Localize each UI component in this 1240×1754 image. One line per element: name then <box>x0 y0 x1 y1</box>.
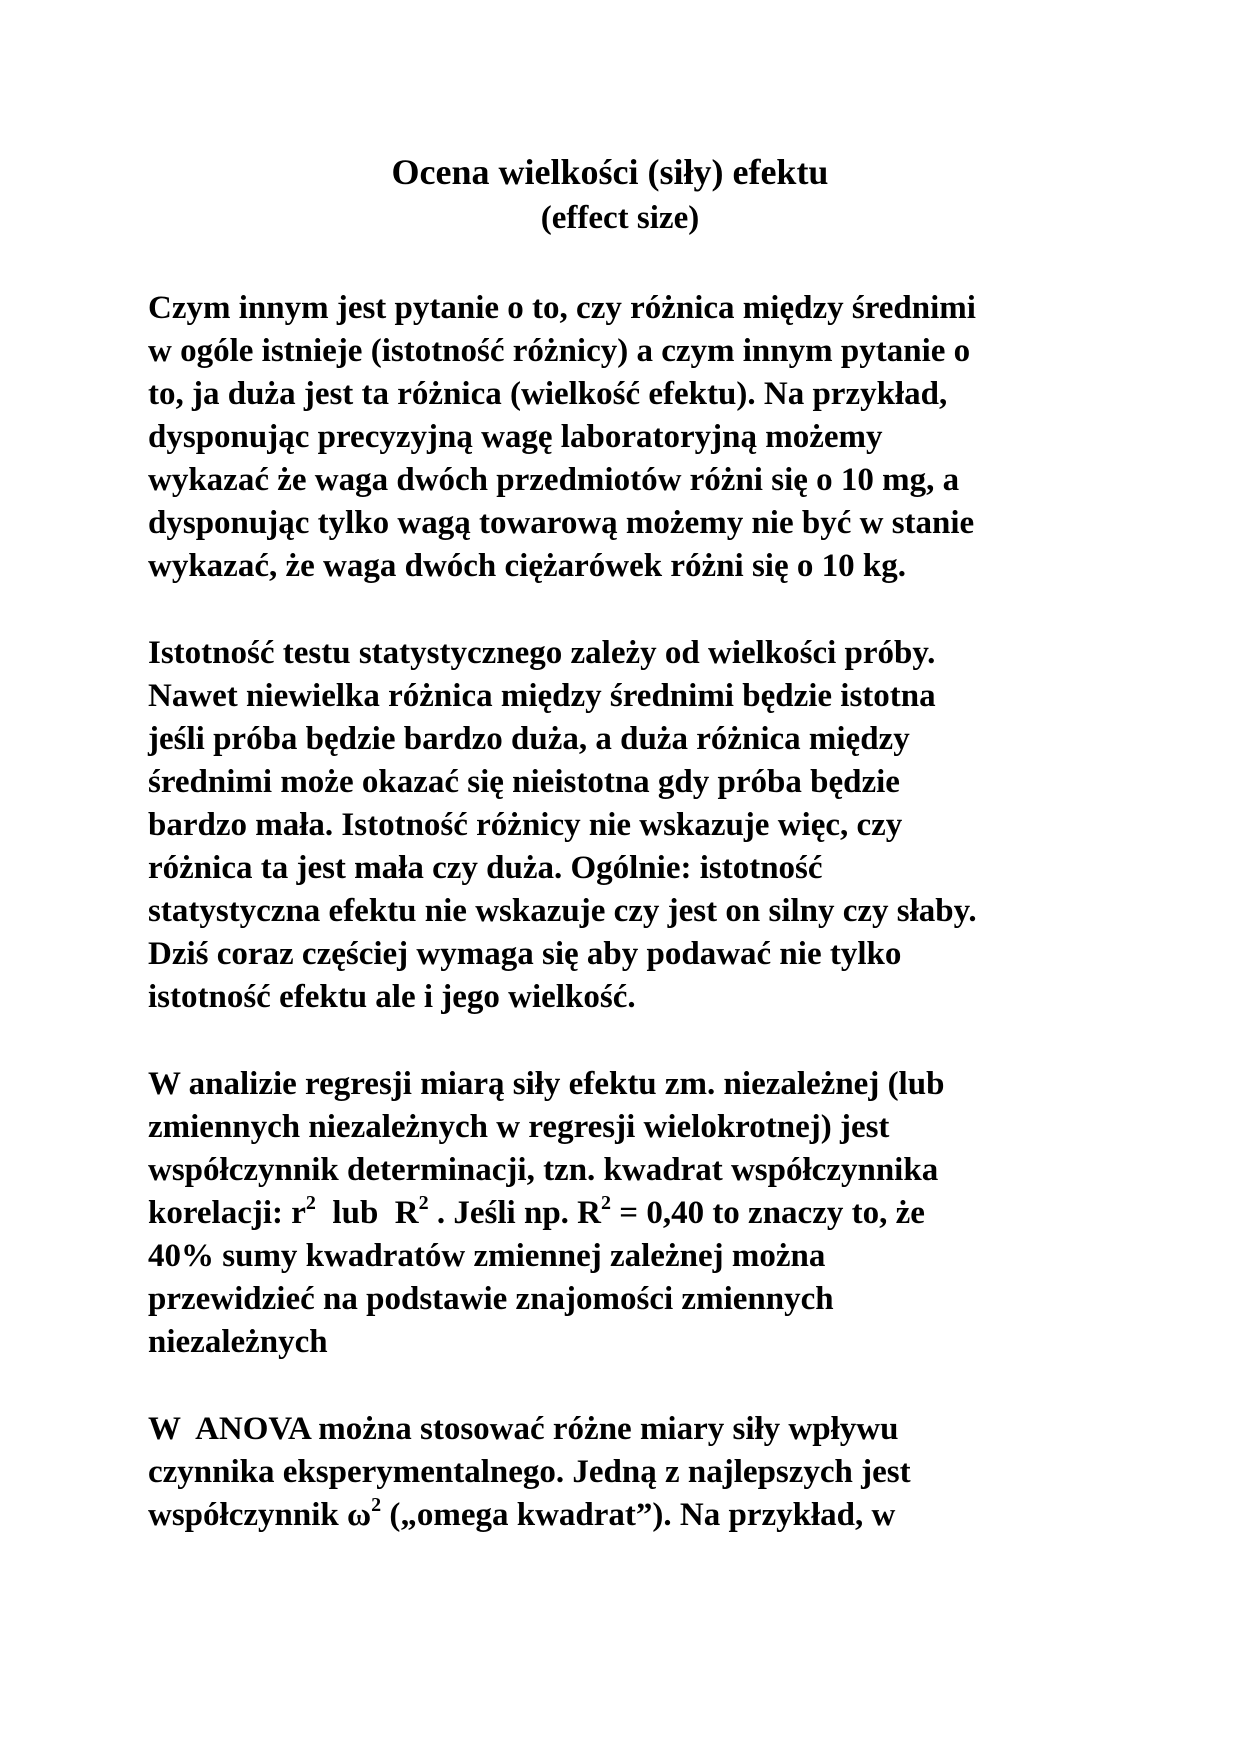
text-line: W ANOVA można stosować różne miary siły wpływu <box>148 1411 899 1447</box>
formula-text: = 0,40 to znaczy to, że <box>611 1195 925 1231</box>
text-line: W analizie regresji miarą siły efektu zm. niezależnej (lub <box>148 1066 945 1102</box>
text-line: średnimi może okazać się nieistotna gdy próba będzie <box>148 764 900 800</box>
text-line: jeśli próba będzie bardzo duża, a duża różnica między <box>148 721 910 757</box>
text-line: dysponując precyzyjną wagę laboratoryjną możemy <box>148 419 883 455</box>
paragraph-1 <box>148 287 976 588</box>
text-line: bardzo mała. Istotność różnicy nie wskazuje więc, czy <box>148 807 903 843</box>
text-line: statystyczna efektu nie wskazuje czy jest on silny czy słaby. <box>148 893 977 929</box>
omega-symbol: ω <box>346 1497 372 1533</box>
text-line: istotność efektu ale i jego wielkość. <box>148 979 636 1015</box>
text-line: współczynnik determinacji, tzn. kwadrat współczynnika <box>148 1152 939 1188</box>
paragraph-2 <box>148 632 977 1019</box>
formula-text: korelacji: r <box>148 1195 306 1231</box>
text-line: czynnika eksperymentalnego. Jedną z najlepszych jest <box>148 1454 911 1490</box>
text-line: Nawet niewielka różnica między średnimi będzie istotna <box>148 678 936 714</box>
text-line: w ogóle istnieje (istotność różnicy) a czym innym pytanie o <box>148 333 971 369</box>
superscript: 2 <box>601 1192 612 1214</box>
text-line: wykazać że waga dwóch przedmiotów różni się o 10 mg, a <box>148 462 960 498</box>
text-line: 40% sumy kwadratów zmiennej zależnej można <box>148 1238 826 1274</box>
text-line: wykazać, że waga dwóch ciężarówek różni się o 10 kg. <box>148 548 906 584</box>
text-line: różnica ta jest mała czy duża. Ogólnie: istotność <box>148 850 823 886</box>
formula-line <box>148 1192 944 1235</box>
omega-text: współczynnik <box>148 1497 347 1533</box>
paragraph-3 <box>148 1063 944 1364</box>
text-line: dysponując tylko wagą towarową możemy nie być w stanie <box>148 505 975 541</box>
page-title: Ocena wielkości (siły) efektu <box>391 152 829 192</box>
text-line: to, ja duża jest ta różnica (wielkość efektu). Na przykład, <box>148 376 948 412</box>
formula-text: lub R <box>315 1195 419 1231</box>
superscript: 2 <box>418 1192 429 1214</box>
omega-line <box>148 1494 911 1537</box>
text-line: Czym innym jest pytanie o to, czy różnica między średnimi <box>148 290 976 326</box>
text-line: przewidzieć na podstawie znajomości zmiennych <box>148 1281 834 1317</box>
omega-text: („omega kwadrat”). Na przykład, w <box>381 1497 896 1533</box>
page-subtitle: (effect size) <box>540 200 700 236</box>
formula-text: . Jeśli np. R <box>428 1195 602 1231</box>
text-line: zmiennych niezależnych w regresji wielokrotnej) jest <box>148 1109 890 1145</box>
paragraph-4 <box>148 1408 911 1537</box>
text-line: Dziś coraz częściej wymaga się aby podawać nie tylko <box>148 936 902 972</box>
text-line: Istotność testu statystycznego zależy od wielkości próby. <box>148 635 936 671</box>
text-line: niezależnych <box>148 1324 328 1360</box>
superscript: 2 <box>305 1192 316 1214</box>
superscript: 2 <box>371 1494 382 1516</box>
